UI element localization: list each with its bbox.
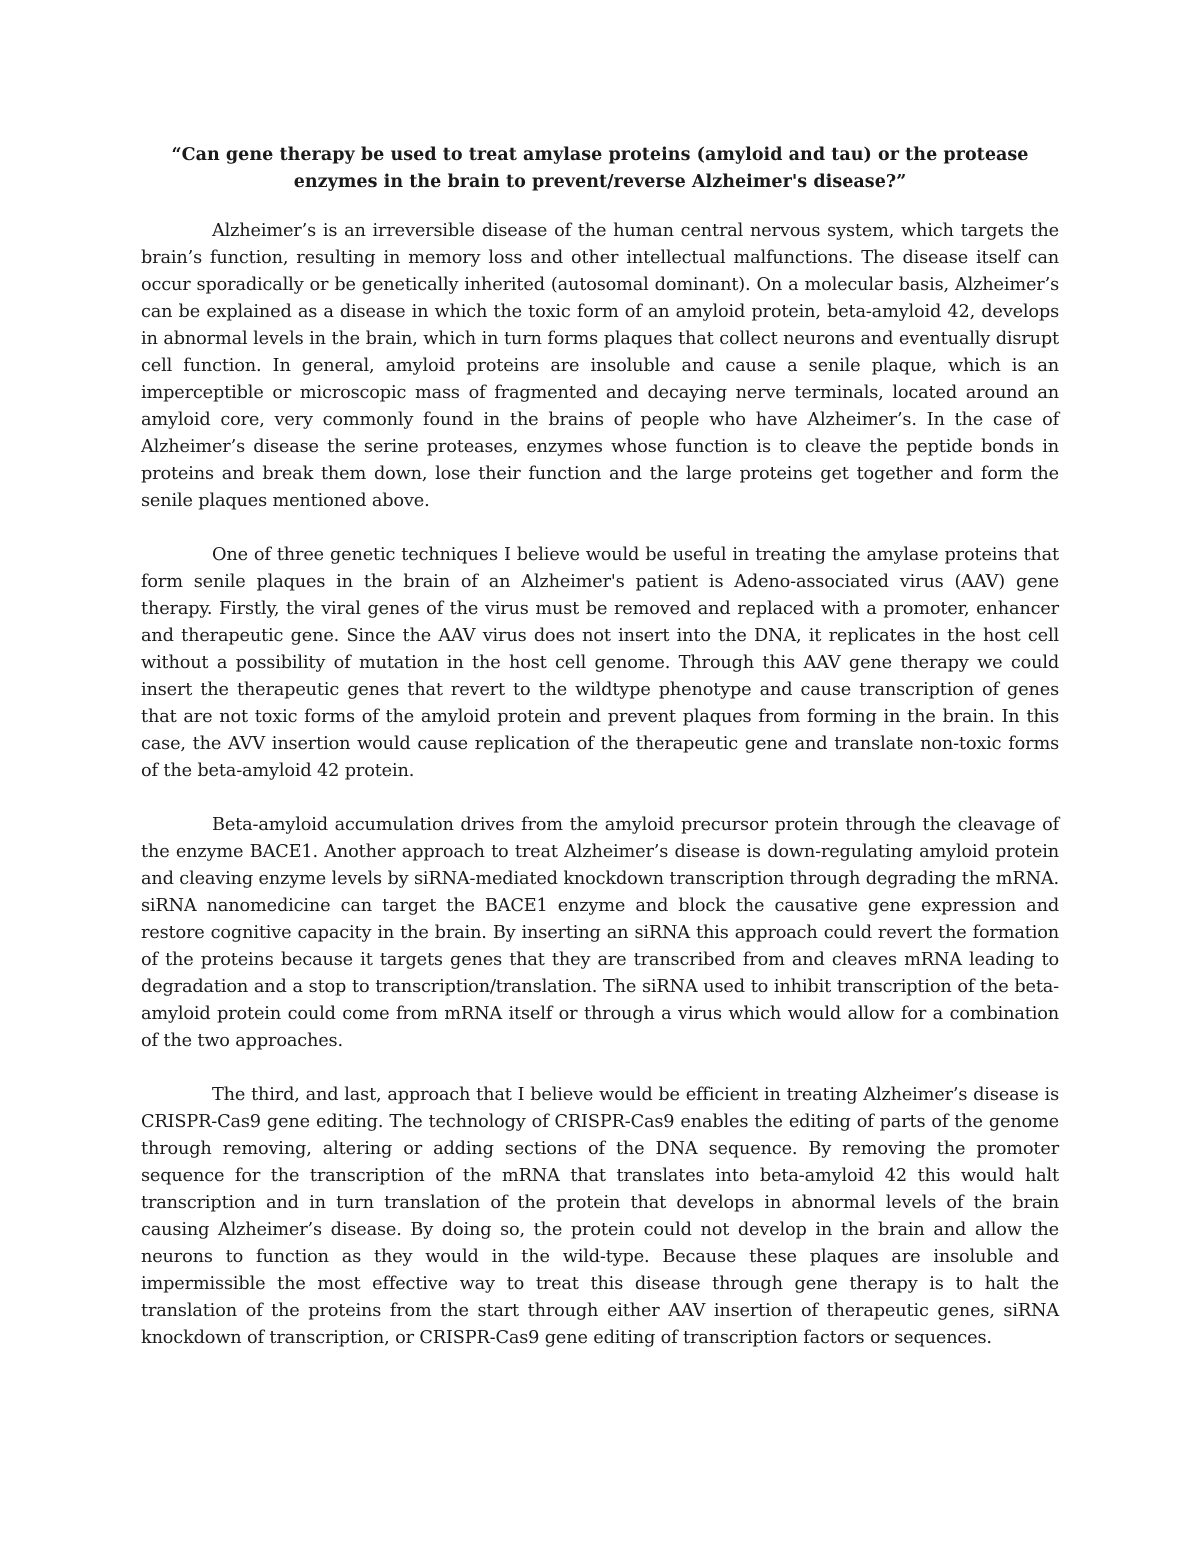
document-body bbox=[141, 142, 1059, 1379]
paragraph-4: The third, and last, approach that I believe would be efficient in treating Alzheimer’s disease is CRISPR-Cas9 gene editing. The technology of CRISPR-Cas9 enables the editing of parts of the genome through removing, altering or adding sections of the DNA sequence. By removing the promoter sequence for the transcription of the mRNA that translates into beta-amyloid 42 this would halt transcription and in turn translation of the protein that develops in abnormal levels of the brain causing Alzheimer’s disease. By doing so, the protein could not develop in the brain and allow the neurons to function as they would in the wild-type. Because these plaques are insoluble and impermissible the most effective way to treat this disease through gene therapy is to halt the translation of the proteins from the start through either AAV insertion of therapeutic genes, siRNA knockdown of transcription, or CRISPR-Cas9 gene editing of transcription factors or sequences. bbox=[141, 1085, 1059, 1348]
document-title: “Can gene therapy be used to treat amylase proteins (amyloid and tau) or the protease enzymes in the brain to prevent/reverse Alzheimer's disease?” bbox=[171, 145, 1029, 192]
paragraph-3: Beta-amyloid accumulation drives from the amyloid precursor protein through the cleavage of the enzyme BACE1. Another approach to treat Alzheimer’s disease is down-regulating amyloid protein and cleaving enzyme levels by siRNA-mediated knockdown transcription through degrading the mRNA. siRNA nanomedicine can target the BACE1 enzyme and block the causative gene expression and restore cognitive capacity in the brain. By inserting an siRNA this approach could revert the formation of the proteins because it targets genes that they are transcribed from and cleaves mRNA leading to degradation and a stop to transcription/translation. The siRNA used to inhibit transcription of the beta-amyloid protein could come from mRNA itself or through a virus which would allow for a combination of the two approaches. bbox=[141, 815, 1059, 1051]
paragraph-2: One of three genetic techniques I believe would be useful in treating the amylase proteins that form senile plaques in the brain of an Alzheimer's patient is Adeno-associated virus (AAV) gene therapy. Firstly, the viral genes of the virus must be removed and replaced with a promoter, enhancer and therapeutic gene. Since the AAV virus does not insert into the DNA, it replicates in the host cell without a possibility of mutation in the host cell genome. Through this AAV gene therapy we could insert the therapeutic genes that revert to the wildtype phenotype and cause transcription of genes that are not toxic forms of the amyloid protein and prevent plaques from forming in the brain. In this case, the AVV insertion would cause replication of the therapeutic gene and translate non-toxic forms of the beta-amyloid 42 protein. bbox=[141, 545, 1059, 781]
paragraph-1: Alzheimer’s is an irreversible disease of the human central nervous system, which targets the brain’s function, resulting in memory loss and other intellectual malfunctions. The disease itself can occur sporadically or be genetically inherited (autosomal dominant). On a molecular basis, Alzheimer’s can be explained as a disease in which the toxic form of an amyloid protein, beta-amyloid 42, develops in abnormal levels in the brain, which in turn forms plaques that collect neurons and eventually disrupt cell function. In general, amyloid proteins are insoluble and cause a senile plaque, which is an imperceptible or microscopic mass of fragmented and decaying nerve terminals, located around an amyloid core, very commonly found in the brains of people who have Alzheimer’s. In the case of Alzheimer’s disease the serine proteases, enzymes whose function is to cleave the peptide bonds in proteins and break them down, lose their function and the large proteins get together and form the senile plaques mentioned above. bbox=[141, 221, 1059, 511]
